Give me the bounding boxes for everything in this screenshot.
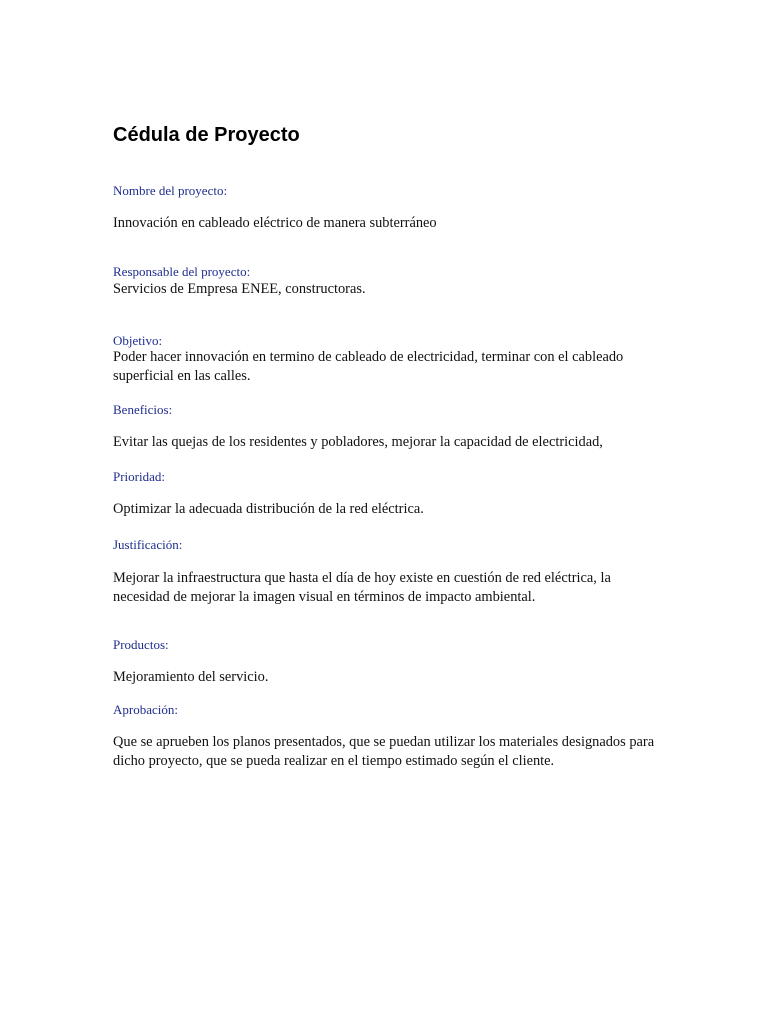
approval-label: Aprobación: (113, 702, 178, 717)
products-value: Mejoramiento del servicio. (113, 669, 269, 685)
objective-label: Objetivo: (113, 333, 163, 348)
approval-value: Que se aprueben los planos presentados, que se puedan utilizar los materiales designados para dicho proyecto, que se pueda realizar en el tiempo estimado según el cliente. (113, 734, 655, 769)
objective-value: Poder hacer innovación en termino de cableado de electricidad, terminar con el cableado superficial en las calles. (113, 349, 624, 384)
priority-value: Optimizar la adecuada distribución de la red eléctrica. (113, 501, 424, 517)
priority-label: Prioridad: (113, 469, 165, 484)
project-owner-value: Servicios de Empresa ENEE, constructoras. (113, 281, 366, 297)
project-owner-label: Responsable del proyecto: (113, 264, 251, 279)
project-name-label: Nombre del proyecto: (113, 183, 228, 198)
project-name-value: Innovación en cableado eléctrico de manera subterráneo (113, 215, 437, 231)
justification-label: Justificación: (113, 537, 183, 552)
benefits-value: Evitar las quejas de los residentes y pobladores, mejorar la capacidad de electricidad, (113, 434, 603, 450)
document-title: Cédula de Proyecto (113, 124, 300, 146)
products-label: Productos: (113, 637, 169, 652)
benefits-label: Beneficios: (113, 402, 173, 417)
justification-value: Mejorar la infraestructura que hasta el día de hoy existe en cuestión de red eléctrica, la necesidad de mejorar la imagen visual en términos de impacto ambiental. (113, 570, 611, 605)
